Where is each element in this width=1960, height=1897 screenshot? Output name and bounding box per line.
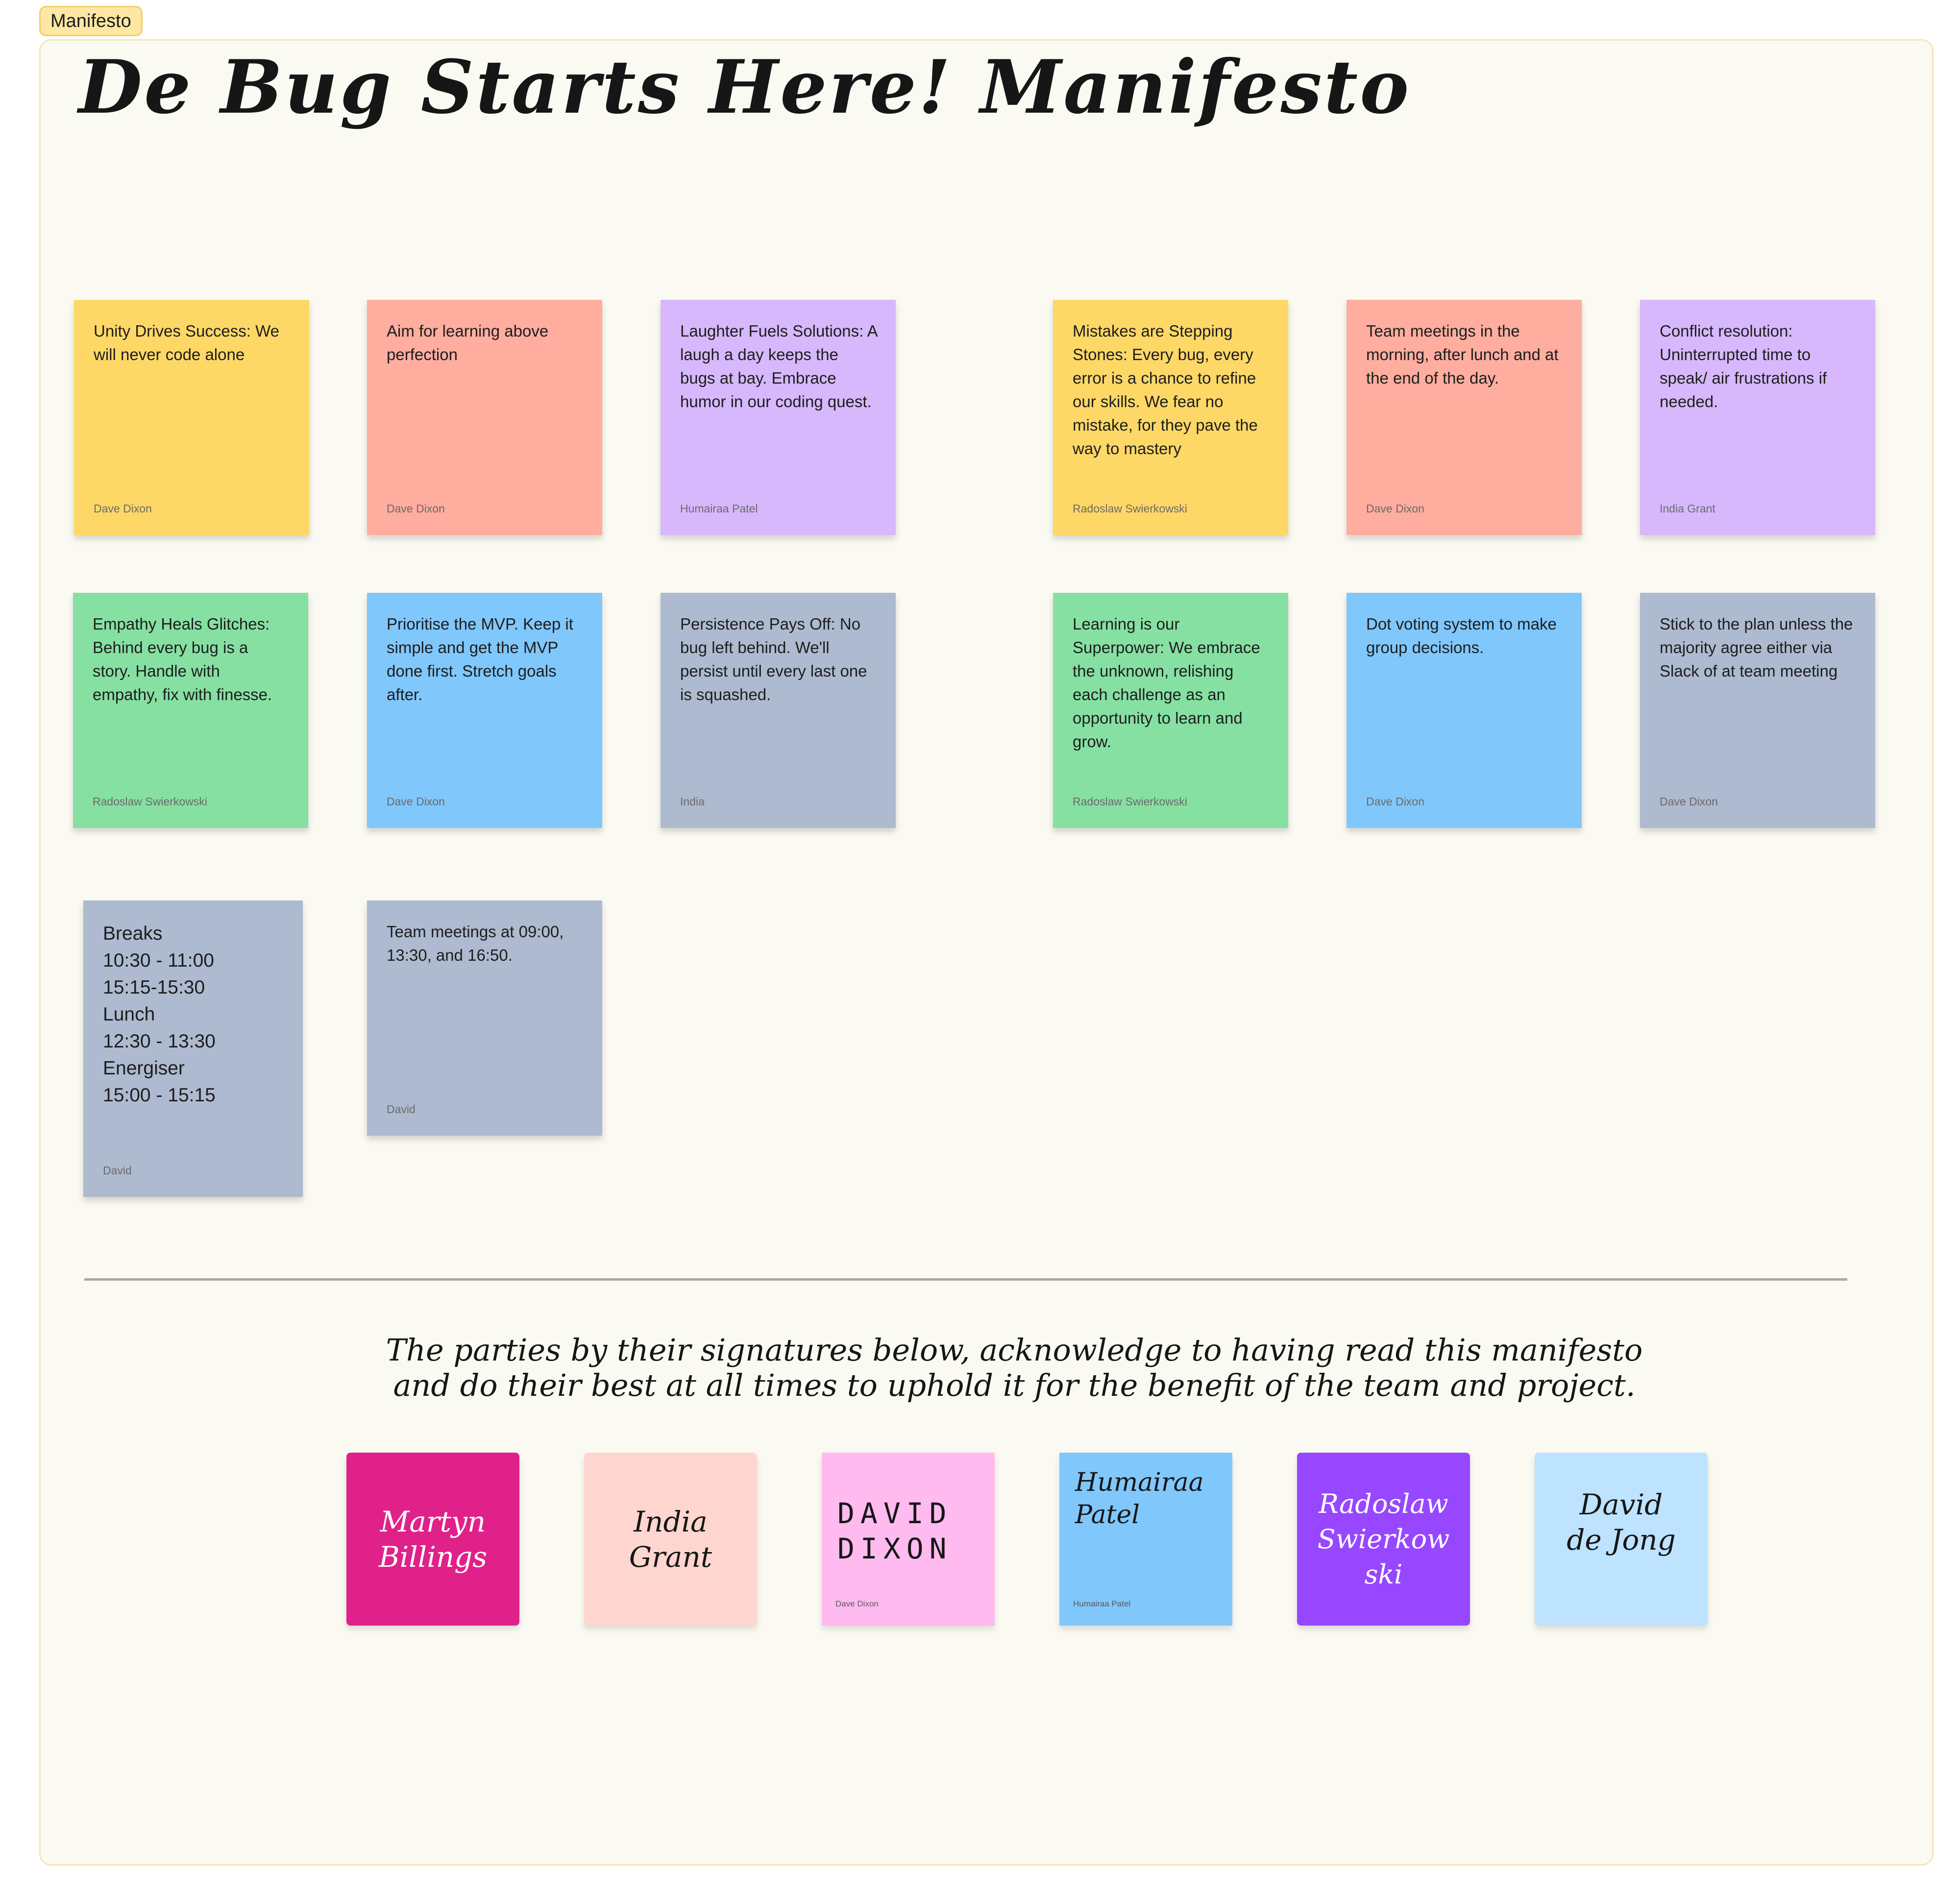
signature-name: Martyn Billings	[378, 1505, 488, 1574]
sticky-note-text: Conflict resolution: Uninterrupted time to speak/ air frustrations if needed.	[1660, 322, 1827, 411]
sticky-note-author: Radoslaw Swierkowski	[1073, 502, 1187, 515]
sticky-note-text: Dot voting system to make group decisions.	[1366, 615, 1557, 657]
sticky-note[interactable]	[367, 300, 602, 535]
sticky-note-author: Dave Dixon	[1366, 795, 1424, 808]
sticky-note-author: Dave Dixon	[387, 502, 445, 515]
sticky-note-text: Mistakes are Stepping Stones: Every bug, every error is a chance to refine our skills. We fear no mistake, for they pave the way to mastery	[1073, 322, 1258, 458]
sticky-note-author: Dave Dixon	[1366, 502, 1424, 515]
sticky-note[interactable]	[367, 593, 602, 828]
acknowledgement-statement	[196, 1333, 1833, 1403]
signature-name: David de Jong	[1567, 1488, 1676, 1557]
statement-line: and do their best at all times to uphold it for the benefit of the team and project.	[393, 1367, 1636, 1403]
signature-note[interactable]	[584, 1453, 757, 1626]
sticky-note[interactable]	[661, 300, 896, 535]
sticky-note[interactable]	[1640, 300, 1875, 535]
sticky-note[interactable]	[1640, 593, 1875, 828]
frame-label-manifesto[interactable]: Manifesto	[39, 6, 143, 36]
signature-name: India Grant	[629, 1505, 712, 1574]
sticky-note[interactable]	[73, 593, 308, 828]
sticky-note-text: Persistence Pays Off: No bug left behind. We'll persist until every last one is squashed.	[680, 615, 867, 704]
sticky-note-author: India	[680, 795, 705, 808]
sticky-note-text: Aim for learning above perfection	[387, 322, 549, 364]
section-divider	[84, 1278, 1847, 1281]
sticky-note[interactable]	[1347, 300, 1582, 535]
sticky-note-author: Dave Dixon	[1660, 795, 1718, 808]
sticky-note-breaks[interactable]	[83, 900, 303, 1197]
sticky-note[interactable]	[74, 300, 309, 535]
sticky-note-author: India Grant	[1660, 502, 1715, 515]
sticky-note-text: Prioritise the MVP. Keep it simple and get the MVP done first. Stretch goals after.	[387, 615, 573, 704]
signature-note[interactable]	[346, 1453, 519, 1626]
sticky-note-text: Empathy Heals Glitches: Behind every bug is a story. Handle with empathy, fix with finesse.	[93, 615, 272, 704]
signature-note[interactable]	[822, 1453, 995, 1626]
sticky-note[interactable]	[1053, 593, 1288, 828]
statement-line: The parties by their signatures below, acknowledge to having read this manifesto	[386, 1332, 1643, 1368]
sticky-note[interactable]	[367, 900, 602, 1136]
sticky-note-text: Team meetings in the morning, after lunch and at the end of the day.	[1366, 322, 1559, 387]
sticky-note-author: David	[387, 1103, 416, 1116]
page-title: De Bug Starts Here! Manifesto	[78, 44, 1411, 130]
signature-author: Humairaa Patel	[1073, 1599, 1131, 1608]
signature-note[interactable]	[1059, 1453, 1232, 1626]
sticky-note-author: Humairaa Patel	[680, 502, 758, 515]
sticky-note-text: Learning is our Superpower: We embrace the unknown, relishing each challenge as an opportunity to learn and grow.	[1073, 615, 1260, 751]
sticky-note-author: Radoslaw Swierkowski	[93, 795, 207, 808]
sticky-note-text: Unity Drives Success: We will never code alone	[94, 322, 279, 364]
sticky-note-text: Laughter Fuels Solutions: A laugh a day keeps the bugs at bay. Embrace humor in our coding quest.	[680, 322, 877, 411]
sticky-note[interactable]	[1347, 593, 1582, 828]
signature-author: Dave Dixon	[835, 1599, 879, 1608]
sticky-note-text: Stick to the plan unless the majority agree either via Slack of at team meeting	[1660, 615, 1853, 680]
sticky-note-author: Dave Dixon	[94, 502, 152, 515]
signature-note[interactable]	[1535, 1453, 1708, 1626]
signature-name: DAVID DIXON	[837, 1497, 953, 1565]
signature-name: Radoslaw Swierkow ski	[1317, 1488, 1450, 1590]
sticky-note-text: Breaks 10:30 - 11:00 15:15-15:30 Lunch 12:30 - 13:30 Energiser 15:00 - 15:15	[103, 923, 216, 1106]
sticky-note-text: Team meetings at 09:00, 13:30, and 16:50.	[387, 923, 564, 964]
sticky-note-author: Radoslaw Swierkowski	[1073, 795, 1187, 808]
sticky-note-author: Dave Dixon	[387, 795, 445, 808]
signature-name: Humairaa Patel	[1075, 1468, 1204, 1530]
signature-note[interactable]	[1297, 1453, 1470, 1626]
sticky-note[interactable]	[661, 593, 896, 828]
sticky-note[interactable]	[1053, 300, 1288, 535]
sticky-note-author: David	[103, 1164, 132, 1177]
